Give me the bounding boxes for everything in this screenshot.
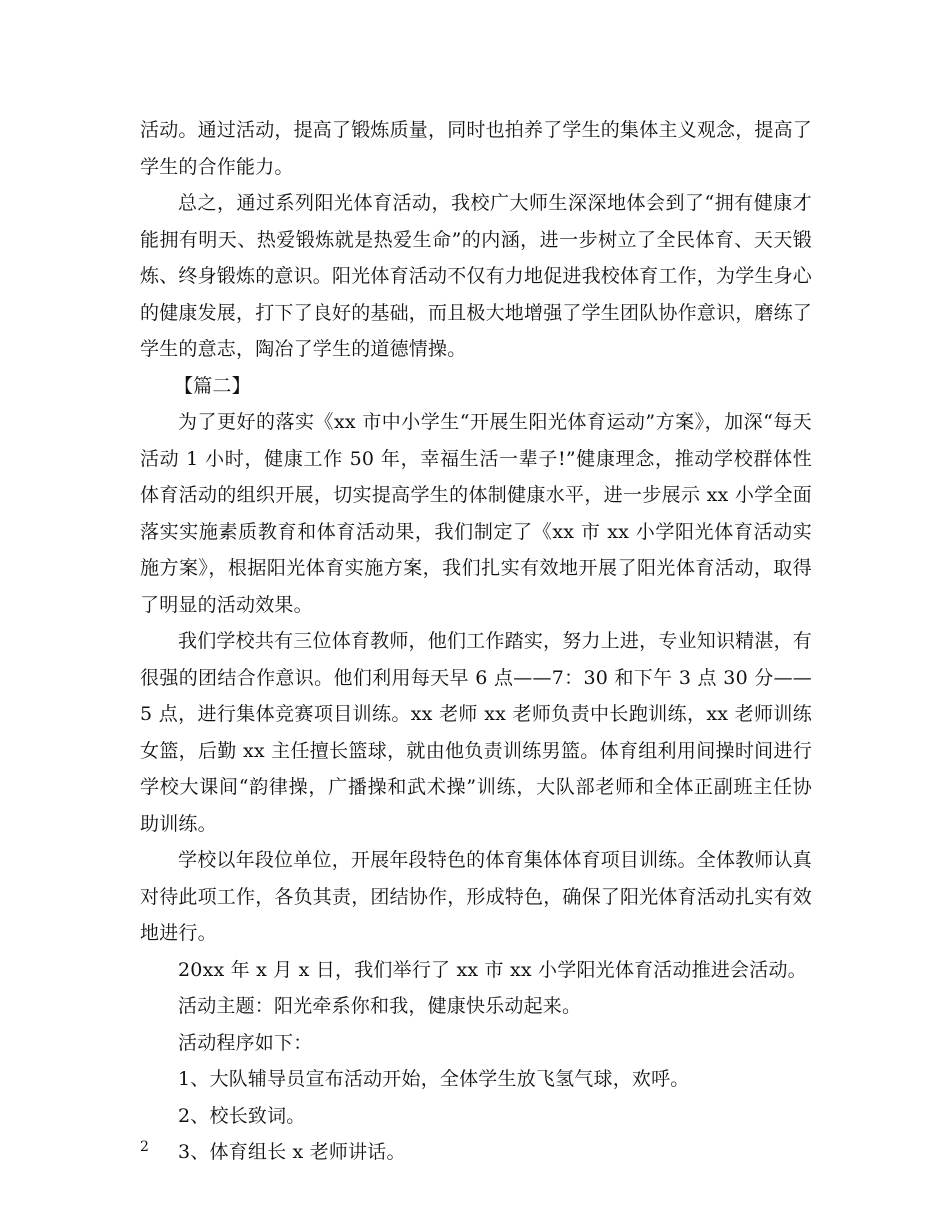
section-heading: 【篇二】 [174,374,251,397]
program-item: 3、体育组长 x 老师讲话。 [178,1141,406,1163]
paragraph-theme: 活动主题：阳光牵系你和我，健康快乐动起来。 [178,995,582,1017]
paragraph-grade-training: 学校以年段位单位，开展年段特色的体育集体体育项目训练。全体教师认真对待此项工作，各负其责，团结协作，形成特色，确保了阳光体育活动扎实有效地进行。 [140,849,813,944]
paragraph-intro: 为了更好的落实《xx 市中小学生“开展生阳光体育运动”方案》，加深“每天活动 1 小时，健康工作 50 年，幸福生活一辈子!”健康理念，推动学校群体性体育活动的组织开展，切实提高学生的体制健康水平，进一步展示 xx 小学全面落实实施素质教育和体育活动果，我们制定了《xx 市 xx 小学阳光体育活动实施方案》，根据阳光体育实施方案，我们扎实有效地开展了阳光体育活动，取得了明显的活动效果。 [140,411,812,616]
document-body [140,112,812,1171]
paragraph-teachers: 我们学校共有三位体育教师，他们工作踏实，努力上进，专业知识精湛，有很强的团结合作意识。他们利用每天早 6 点——7：30 和下午 3 点 30 分——5 点，进行集体竞赛项目训练。xx 老师 xx 老师负责中长跑训练，xx 老师训练女篮，后勤 xx 主任擅长篮球，就由他负责训练男篮。体育组利用间操时间进行学校大课间“韵律操，广播操和武术操”训练，大队部老师和全体正副班主任协助训练。 [140,630,812,835]
paragraph-continuation: 活动。通过活动，提高了锻炼质量，同时也拍养了学生的集体主义观念，提高了学生的合作能力。 [140,119,813,178]
program-item: 1、大队辅导员宣布活动开始，全体学生放飞氢气球，欢呼。 [178,1068,690,1090]
paragraph-summary: 总之，通过系列阳光体育活动，我校广大师生深深地体会到了“拥有健康才能拥有明天、热爱锻炼就是热爱生命”的内涵，进一步树立了全民体育、天天锻炼、终身锻炼的意识。阳光体育活动不仅有力地促进我校体育工作，为学生身心的健康发展，打下了良好的基础，而且极大地增强了学生团队协作意识，磨练了学生的意志，陶冶了学生的道德情操。 [140,192,813,360]
paragraph-program-title: 活动程序如下： [178,1031,313,1054]
paragraph-event-date: 20xx 年 x 月 x 日，我们举行了 xx 市 xx 小学阳光体育活动推进会活动。 [178,958,807,981]
program-item: 2、校长致词。 [178,1104,306,1127]
page-number: 2 [140,1139,149,1155]
